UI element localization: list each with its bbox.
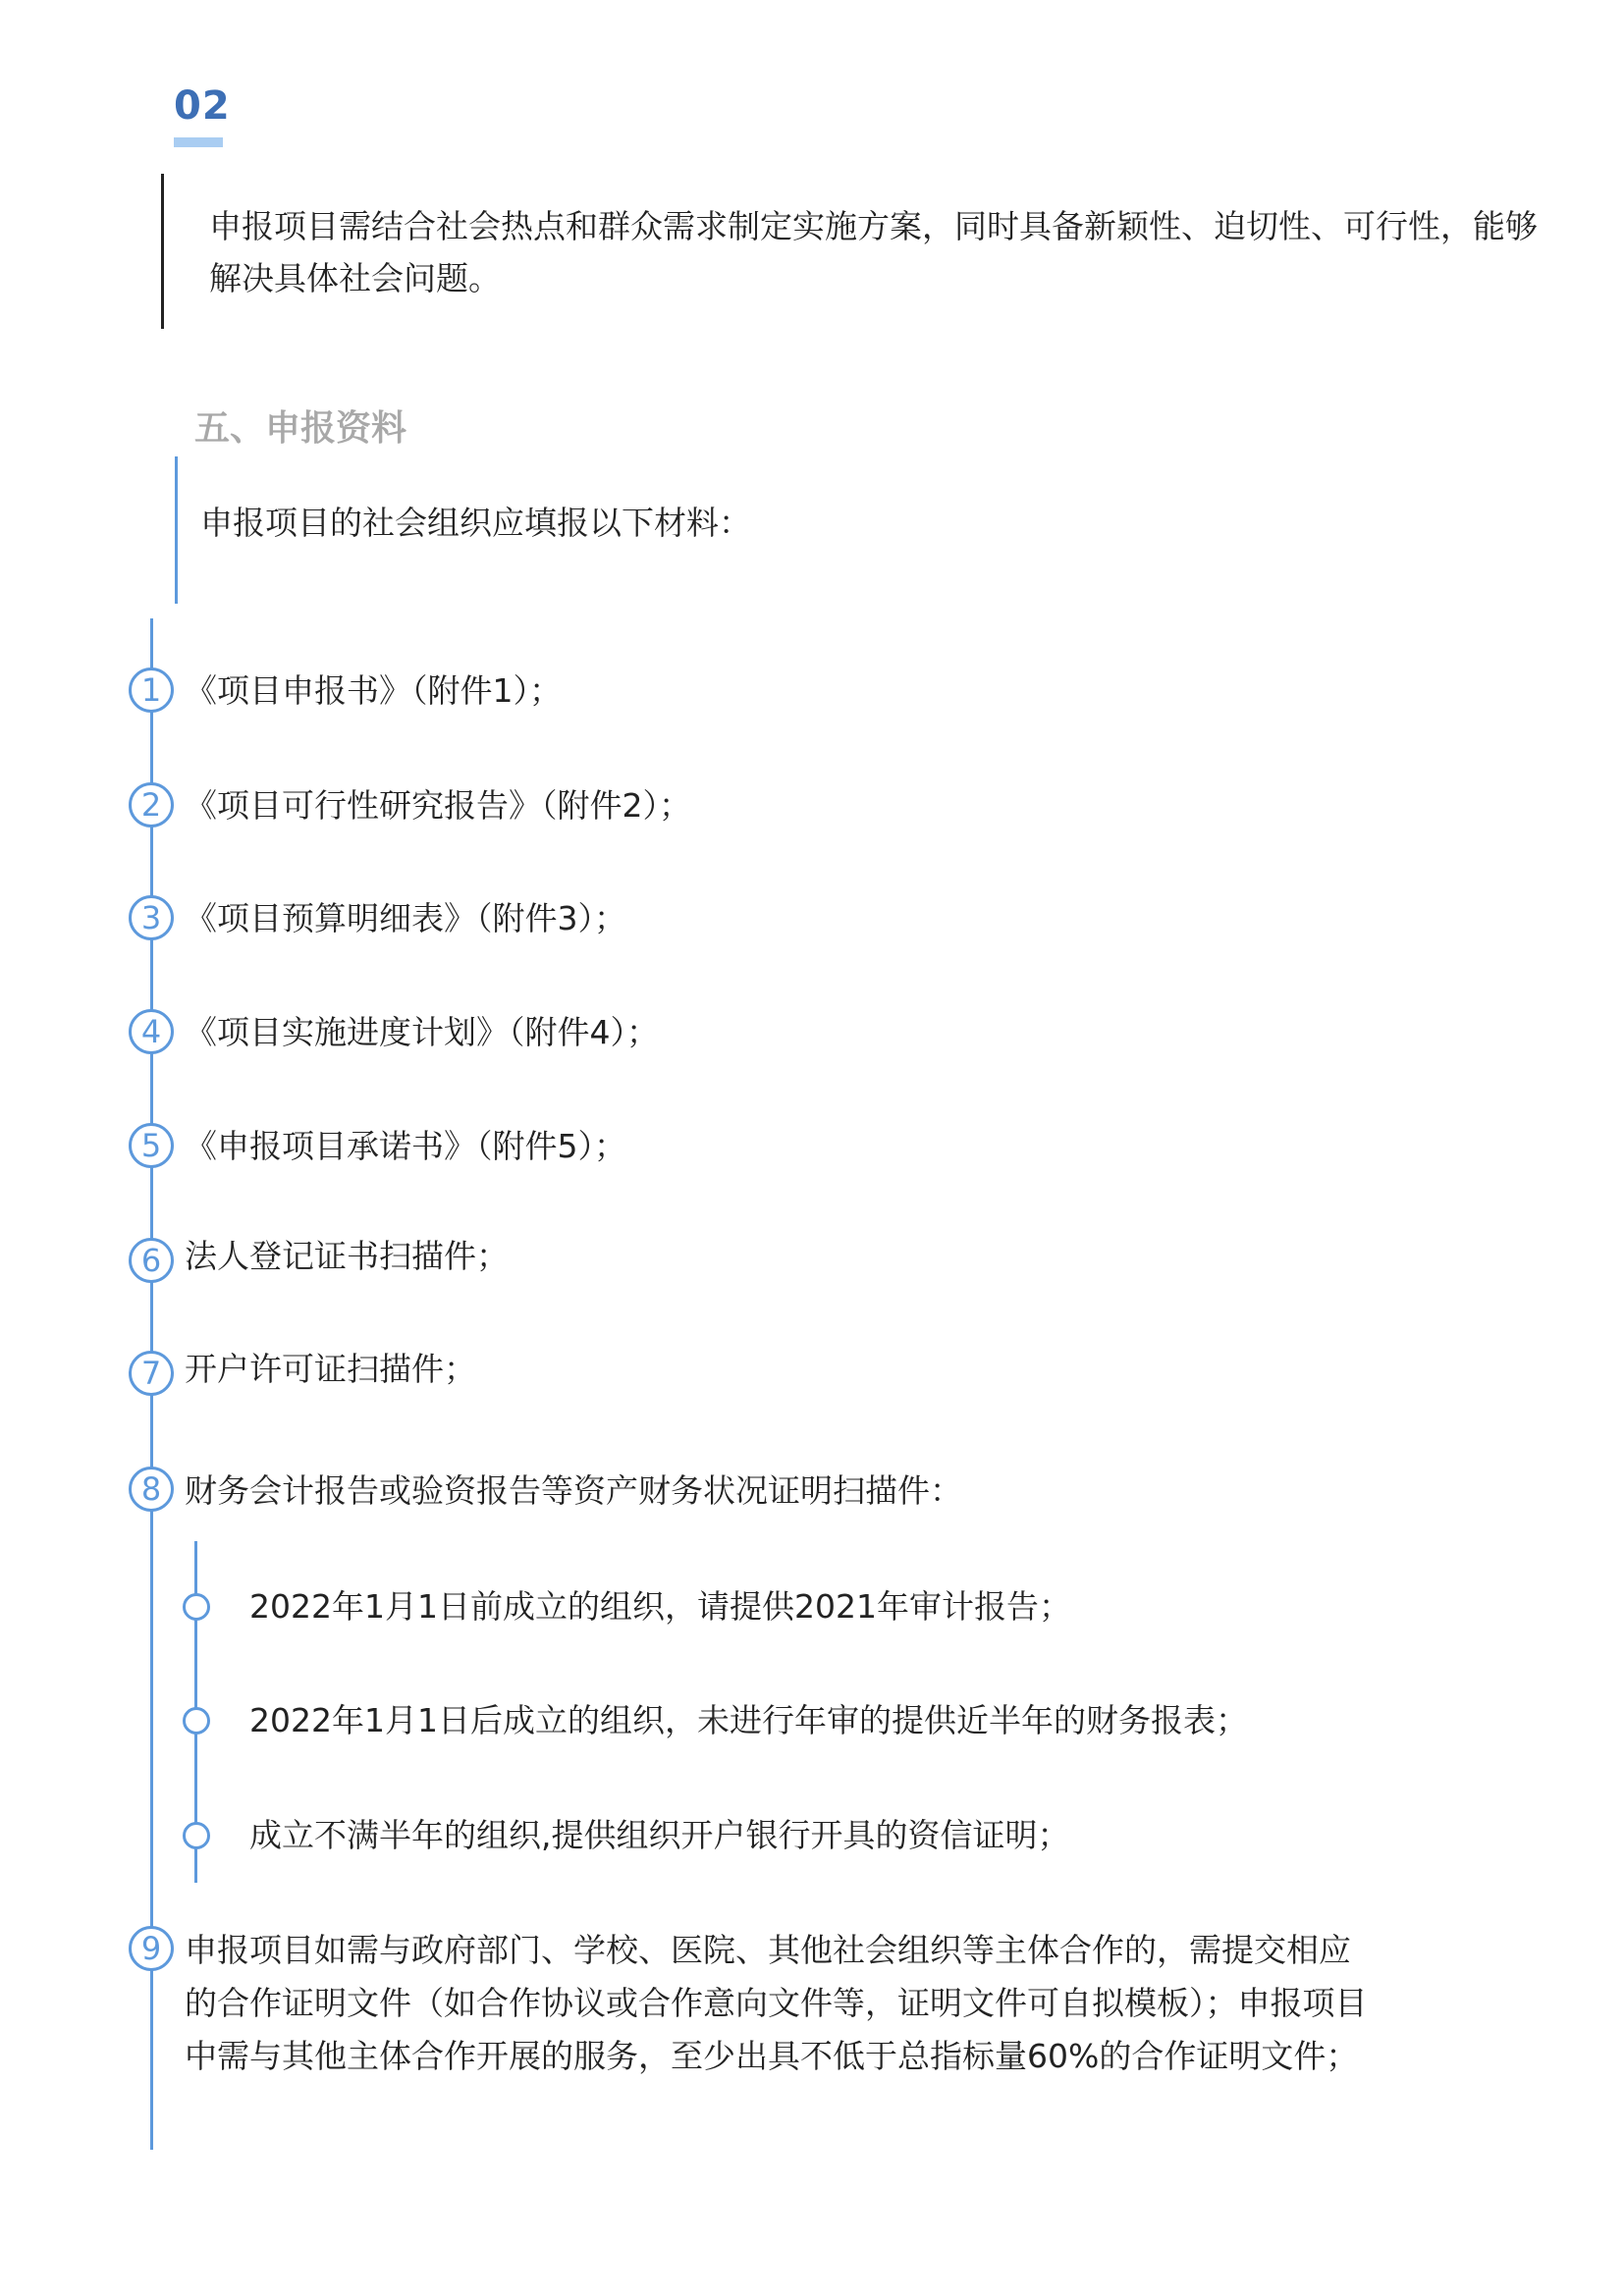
item-number-3: 3: [129, 895, 174, 940]
item-number-2: 2: [129, 782, 174, 828]
item-number-6: 6: [129, 1238, 174, 1283]
item-number-5: 5: [129, 1123, 174, 1168]
intro-bar: [175, 456, 178, 604]
list-item-7: 开户许可证扫描件；: [185, 1350, 476, 1388]
list-item-1: 《项目申报书》（附件1）；: [185, 671, 562, 710]
section-number: 02: [174, 83, 231, 129]
section-heading: 五、申报资料: [194, 408, 407, 449]
sub-bullet-3: [183, 1822, 210, 1849]
requirement-paragraph: 申报项目需结合社会热点和群众需求制定实施方案，同时具备新颖性、迫切性、可行性，能够解决具体社会问题。: [209, 207, 1538, 297]
item-number-4: 4: [129, 1009, 174, 1054]
item-number-7: 7: [129, 1351, 174, 1396]
item-number-1: 1: [129, 667, 174, 713]
list-item-5: 《申报项目承诺书》（附件5）；: [185, 1127, 626, 1165]
list-item-2: 《项目可行性研究报告》（附件2）；: [185, 786, 691, 825]
list-item-9: 申报项目如需与政府部门、学校、医院、其他社会组织等主体合作的，需提交相应的合作证明文件（如合作协议或合作意向文件等，证明文件可自拟模板）；申报项目中需与其他主体合作开展的服务，至少出具不低于总指标量60%的合作证明文件；: [185, 1931, 1368, 2075]
sub-item-3: 成立不满半年的组织,提供组织开户银行开具的资信证明；: [249, 1816, 1070, 1854]
list-item-8: 财务会计报告或验资报告等资产财务状况证明扫描件：: [185, 1471, 962, 1510]
sub-item-1: 2022年1月1日前成立的组织，请提供2021年审计报告；: [249, 1587, 1071, 1626]
item-number-8: 8: [129, 1467, 174, 1512]
list-item-3: 《项目预算明细表》（附件3）；: [185, 899, 626, 937]
sub-bullet-2: [183, 1707, 210, 1735]
list-item-6: 法人登记证书扫描件；: [185, 1237, 509, 1275]
quote-bar: [161, 174, 164, 329]
section-underline: [174, 137, 223, 147]
sub-item-2: 2022年1月1日后成立的组织，未进行年审的提供近半年的财务报表；: [249, 1701, 1248, 1739]
list-item-4: 《项目实施进度计划》（附件4）；: [185, 1013, 659, 1051]
sub-bullet-1: [183, 1593, 210, 1621]
intro-text: 申报项目的社会组织应填报以下材料：: [200, 504, 751, 542]
item-number-9: 9: [129, 1926, 174, 1971]
